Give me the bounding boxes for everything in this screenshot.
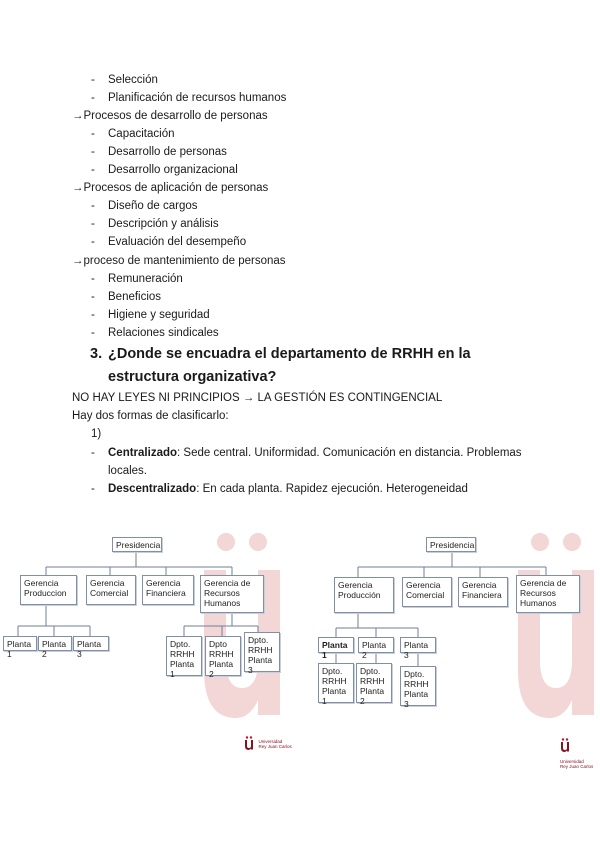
org-box-gerencia-produccion: Gerencia Producción [334, 577, 394, 613]
org-box-gerencia-comercial: Gerencia Comercial [402, 577, 452, 607]
section-heading: ¿Donde se encuadra el departamento de RRHH en la [108, 346, 471, 362]
dash: - [91, 236, 95, 248]
dash: - [91, 483, 95, 495]
list-item: Descripción y análisis [108, 218, 219, 230]
paragraph: NO HAY LEYES NI PRINCIPIOS → LA GESTIÓN ES CONTINGENCIAL [72, 392, 443, 404]
org-box-presidencia: Presidencia [112, 537, 162, 552]
dash: - [91, 74, 95, 86]
org-box-dpto-rrhh-planta-2: Dpto. RRHH Planta 2 [356, 663, 392, 703]
list-item: Capacitación [108, 128, 175, 140]
list-item: Beneficios [108, 291, 162, 303]
org-box-planta-3: Planta 3 [73, 636, 109, 651]
org-box-dpto-rrhh-planta-1: Dpto. RRHH Planta 1 [318, 663, 354, 703]
org-box-planta-1: Planta 1 [3, 636, 37, 651]
list-item: Selección [108, 74, 158, 86]
dash: - [91, 128, 95, 140]
org-box-dpto-rrhh-planta-1: Dpto. RRHH Planta 1 [166, 636, 202, 676]
logo-text: Rey Juan Carlos [258, 744, 292, 749]
org-box-presidencia: Presidencia [426, 537, 476, 552]
list-item: Relaciones sindicales [108, 327, 219, 339]
logo-text: Universidad [560, 759, 584, 764]
centralizado-item-cont: locales. [108, 465, 147, 477]
org-box-gerencia-financiera: Gerencia Financiera [142, 575, 194, 605]
arrow-icon: → [72, 182, 84, 194]
org-box-gerencia-rrhh: Gerencia de Recursos Humanos [516, 575, 580, 613]
logo-u-icon [244, 736, 254, 750]
dash: - [91, 164, 95, 176]
centralizado-item: Centralizado: Sede central. Uniformidad. Comunicación en distancia. Problemas [108, 447, 522, 459]
group-title: →Procesos de desarrollo de personas [72, 110, 268, 122]
list-item: Desarrollo de personas [108, 146, 227, 158]
org-box-planta-2: Planta 2 [38, 636, 72, 651]
arrow-icon: → [72, 255, 84, 267]
list-item: Evaluación del desempeño [108, 236, 247, 248]
university-logo [560, 738, 600, 774]
dash: - [91, 218, 95, 230]
group-title: →Procesos de aplicación de personas [72, 182, 269, 194]
org-box-gerencia-comercial: Gerencia Comercial [86, 575, 136, 605]
list-item: Diseño de cargos [108, 200, 198, 212]
org-box-gerencia-financiera: Gerencia Financiera [458, 577, 508, 607]
section-heading-cont: estructura organizativa? [108, 369, 277, 385]
list-item: Planificación de recursos humanos [108, 92, 287, 104]
logo-text: Rey Juan Carlos [560, 764, 594, 769]
dash: - [91, 273, 95, 285]
org-box-dpto-rrhh-planta-2: Dpto RRHH Planta 2 [205, 636, 241, 676]
dash: - [91, 92, 95, 104]
logo-text: Universidad [258, 739, 283, 744]
org-box-dpto-rrhh-planta-3: Dpto. RRHH Planta 3 [244, 632, 280, 672]
group-title: →proceso de mantenimiento de personas [72, 255, 286, 267]
org-box-planta-1: Planta 1 [318, 637, 354, 653]
dash: - [91, 327, 95, 339]
org-box-dpto-rrhh-planta-3: Dpto. RRHH Planta 3 [400, 666, 436, 706]
org-box-planta-2: Planta 2 [358, 637, 394, 653]
dash: - [91, 309, 95, 321]
descentralizado-item: Descentralizado: En cada planta. Rapidez ejecución. Heterogeneidad [108, 483, 468, 495]
list-item: Remuneración [108, 273, 183, 285]
org-box-gerencia-rrhh: Gerencia de Recursos Humanos [200, 575, 264, 613]
section-number: 3. [90, 346, 103, 362]
dash: - [91, 447, 95, 459]
dash: - [91, 200, 95, 212]
dash: - [91, 291, 95, 303]
list-item: Desarrollo organizacional [108, 164, 238, 176]
paragraph: Hay dos formas de clasificarlo: [72, 410, 229, 422]
university-logo [244, 736, 292, 754]
logo-u-icon [560, 738, 570, 752]
org-box-planta-3: Planta 3 [400, 637, 436, 653]
dash: - [91, 146, 95, 158]
list-item: Higiene y seguridad [108, 309, 210, 321]
org-box-gerencia-produccion: Gerencia Produccion [20, 575, 77, 605]
arrow-icon: → [72, 110, 84, 122]
list-number: 1) [91, 428, 102, 440]
